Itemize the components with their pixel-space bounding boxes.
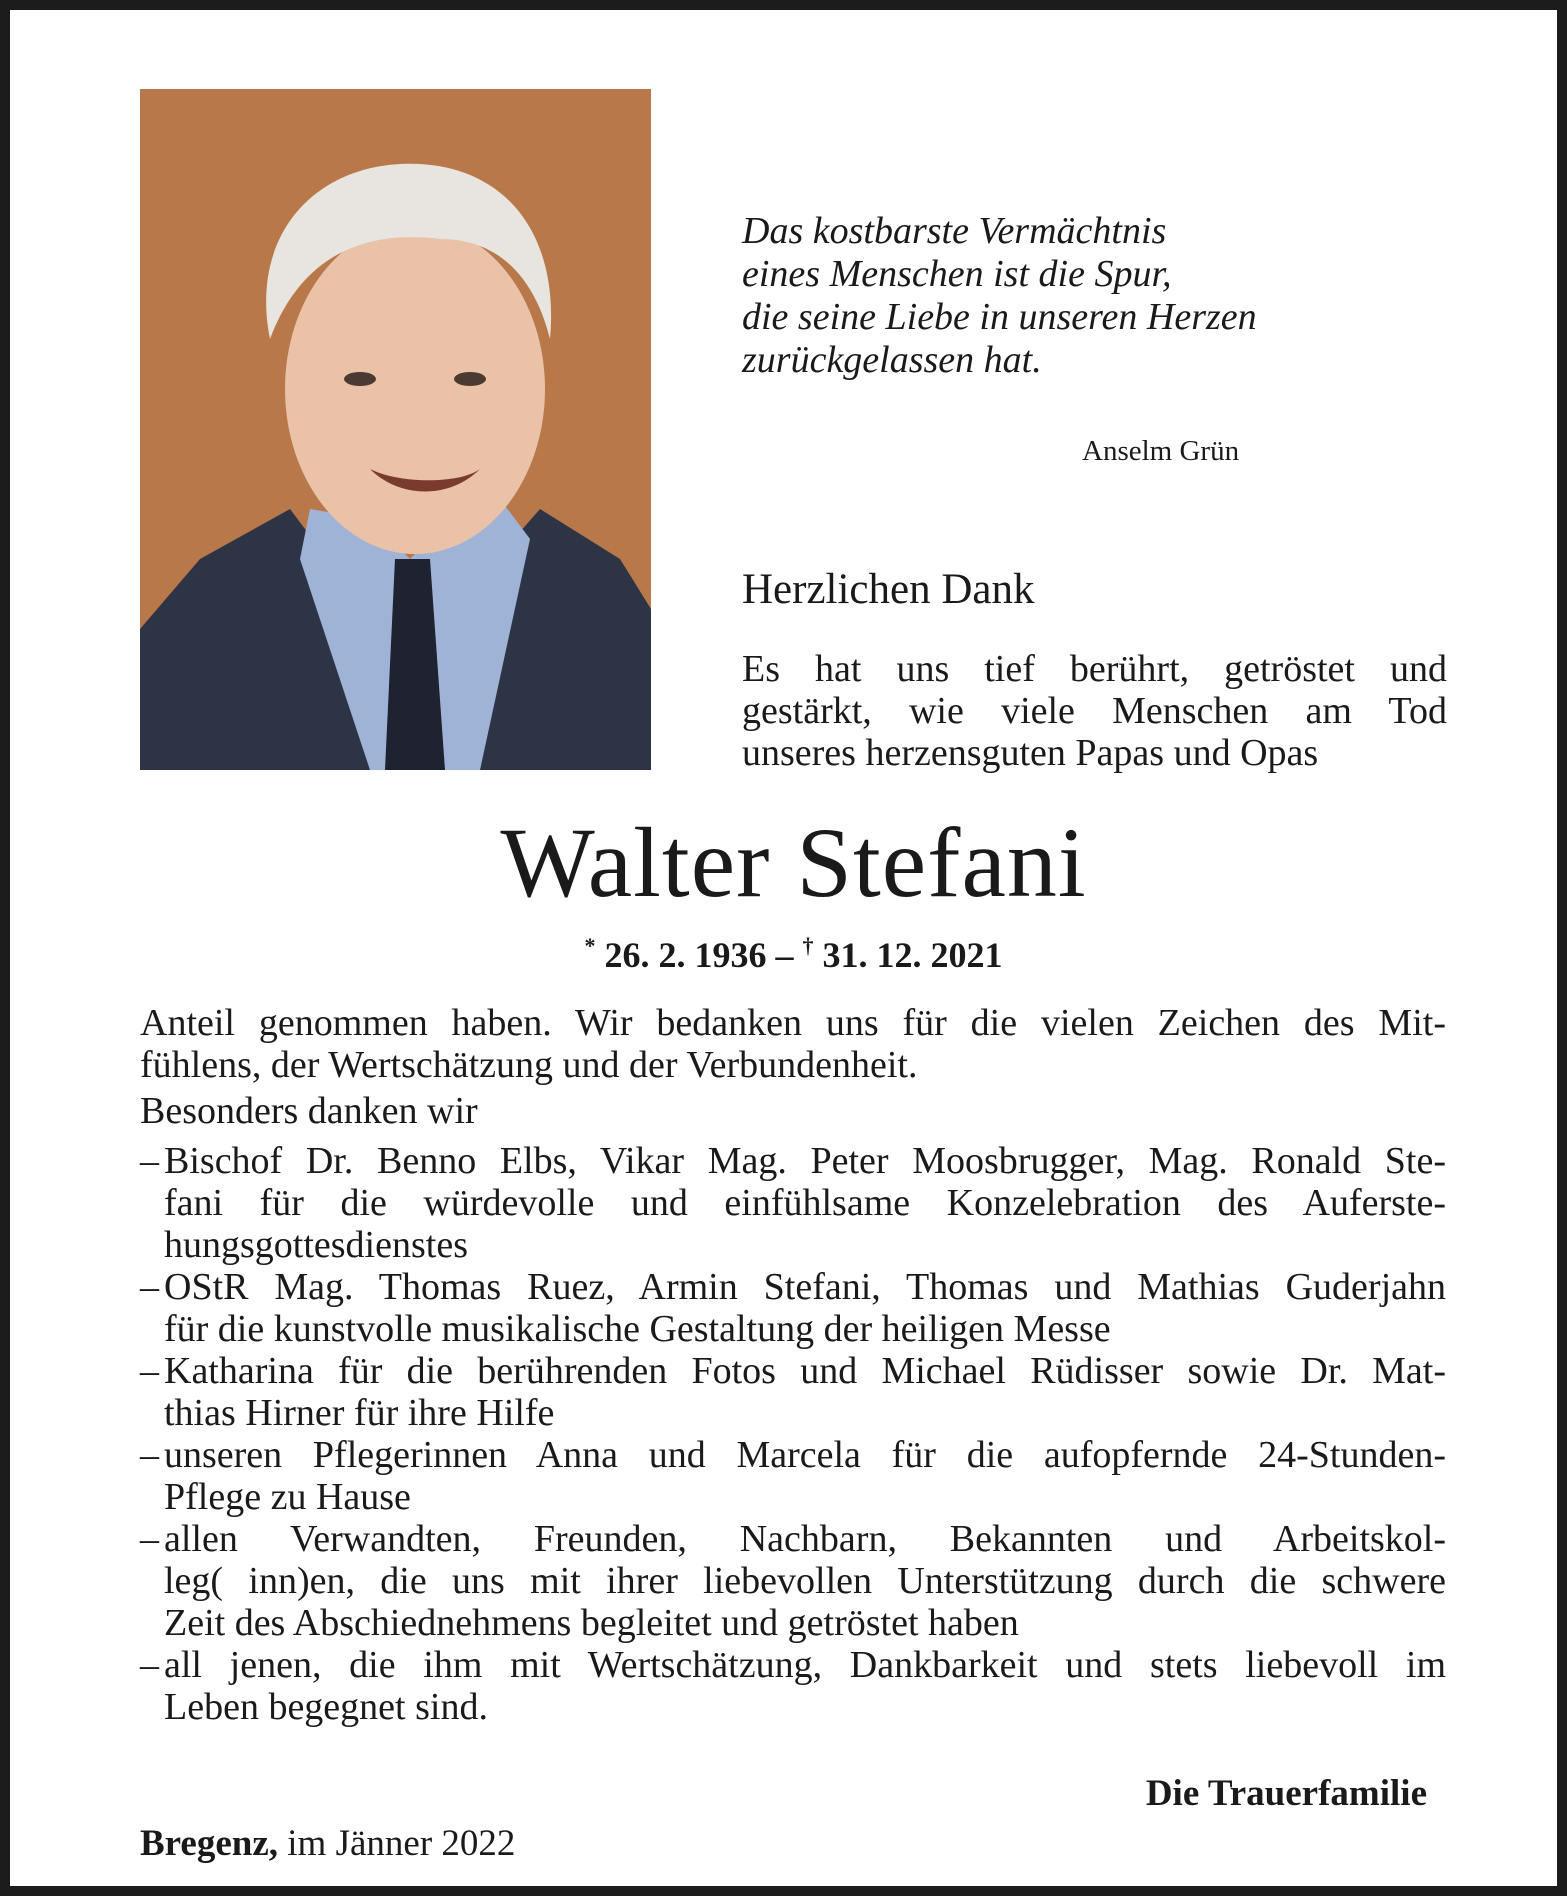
list-item [140, 1266, 1446, 1350]
quote-line: Das kostbarste Vermächtnis [742, 210, 1167, 252]
portrait-illustration [140, 89, 651, 770]
item-line: leg( inn)en, die uns mit ihrer liebevollen Unterstützung durch die schwere [164, 1560, 1446, 1602]
memorial-quote [742, 210, 1462, 382]
item-line: thias Hirner für ihre Hilfe [164, 1392, 555, 1434]
portrait-eye-left [344, 372, 376, 386]
list-dash: – [140, 1434, 159, 1476]
place-city: Bregenz, [140, 1823, 279, 1864]
item-line: hungsgottesdienstes [164, 1224, 468, 1266]
portrait-face [285, 224, 545, 554]
deceased-name: Walter Stefani [500, 807, 1087, 918]
place-date: im Jänner 2022 [287, 1823, 516, 1864]
quote-author: Anselm Grün [1082, 435, 1240, 467]
item-line: allen Verwandten, Freunden, Nachbarn, Bekannten und Arbeitskol- [164, 1518, 1446, 1560]
item-line: Katharina für die berührenden Fotos und Michael Rüdisser sowie Dr. Mat- [164, 1350, 1446, 1392]
life-dates [10, 933, 1567, 976]
intro-line: gestärkt, wie viele Menschen am Tod [742, 690, 1447, 732]
date-separator: – [775, 935, 794, 975]
list-dash: – [140, 1350, 159, 1392]
place-and-date [140, 1822, 515, 1865]
list-dash: – [140, 1518, 159, 1560]
list-item [140, 1518, 1446, 1644]
list-item [140, 1644, 1446, 1728]
intro-line: unseres herzensguten Papas und Opas [742, 732, 1319, 774]
birth-date: 26. 2. 1936 [604, 935, 767, 975]
item-line: fani für die würdevolle und einfühlsame Konzelebration des Auferste- [164, 1182, 1446, 1224]
intro-line: Es hat uns tief berührt, getröstet und [742, 648, 1447, 690]
item-line: OStR Mag. Thomas Ruez, Armin Stefani, Thomas und Mathias Guderjahn [164, 1266, 1446, 1308]
quote-line: die seine Liebe in unseren Herzen [742, 296, 1257, 338]
item-line: für die kunstvolle musikalische Gestaltung der heiligen Messe [164, 1308, 1111, 1350]
item-line: Bischof Dr. Benno Elbs, Vikar Mag. Peter Moosbrugger, Mag. Ronald Ste- [164, 1140, 1446, 1182]
item-line: Zeit des Abschiednehmens begleitet und getröstet haben [164, 1602, 1019, 1644]
item-line: unseren Pflegerinnen Anna und Marcela für die aufopfernde 24-Stunden- [164, 1434, 1446, 1476]
body-line: Anteil genommen haben. Wir bedanken uns für die vielen Zeichen des Mit- [140, 1002, 1446, 1044]
list-item [140, 1350, 1446, 1434]
thanks-intro [742, 648, 1447, 774]
list-dash: – [140, 1140, 159, 1182]
item-line: Leben begegnet sind. [164, 1686, 488, 1728]
thanks-heading: Herzlichen Dank [742, 566, 1035, 613]
list-dash: – [140, 1266, 159, 1308]
portrait-photo [140, 89, 651, 770]
list-dash: – [140, 1644, 159, 1686]
special-thanks-heading: Besonders danken wir [140, 1090, 478, 1132]
birth-symbol: * [584, 933, 596, 958]
item-line: Pflege zu Hause [164, 1476, 411, 1518]
quote-line: zurückgelassen hat. [742, 339, 1042, 381]
thanks-body [140, 1002, 1446, 1728]
portrait-eye-right [454, 372, 486, 386]
item-line: all jenen, die ihm mit Wertschätzung, Dankbarkeit und stets liebevoll im [164, 1644, 1446, 1686]
signature: Die Trauerfamilie [1145, 1773, 1427, 1814]
body-line: fühlens, der Wertschätzung und der Verbundenheit. [140, 1044, 918, 1086]
death-date: 31. 12. 2021 [822, 935, 1003, 975]
death-symbol: † [802, 933, 814, 958]
list-item [140, 1434, 1446, 1518]
list-item [140, 1140, 1446, 1266]
thanks-list [140, 1140, 1446, 1728]
quote-line: eines Menschen ist die Spur, [742, 253, 1172, 295]
